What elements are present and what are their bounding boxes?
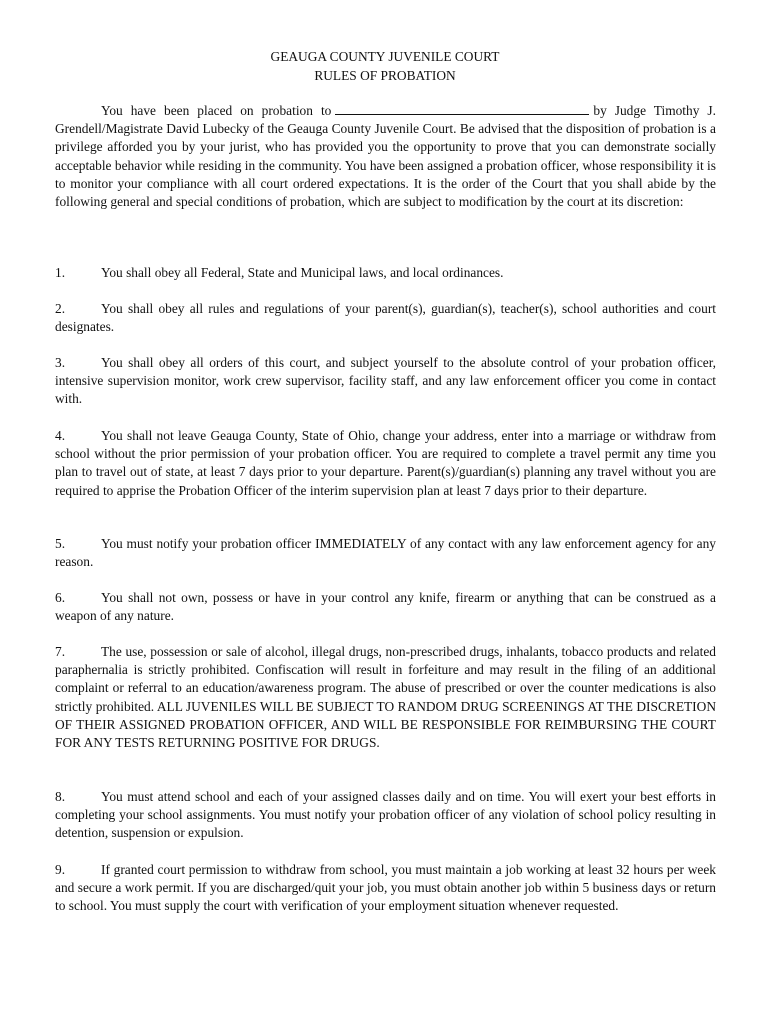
rule-number: 5. — [55, 536, 66, 551]
rule-number: 1. — [55, 265, 66, 280]
rule-text: You shall not own, possess or have in your control any knife, firearm or anything that can be construed as a weapon of any nature. — [55, 590, 716, 624]
rule-number: 4. — [55, 428, 66, 443]
rule-text: You shall not leave Geauga County, State of Ohio, change your address, enter into a marriage or withdraw from school without the prior permission of your probation officer. You are required to complete a travel permit any time you plan to travel out of state, at least 7 days prior to your departure. Parent(s)/guardian(s) planning any travel without you are required to apprise the Probation Officer of the interim supervision plan at least 7 days prior to their departure. — [55, 428, 716, 498]
intro-text-before: You have been placed on probation to — [101, 103, 332, 118]
rule-item-4 — [55, 427, 716, 500]
rule-number: 6. — [55, 590, 66, 605]
rule-number: 2. — [55, 301, 66, 316]
rule-item-5 — [55, 535, 716, 571]
rule-item-3 — [55, 354, 716, 409]
rule-text: You must notify your probation officer IMMEDIATELY of any contact with any law enforcement agency for any reason. — [55, 536, 716, 570]
rule-item-1 — [55, 264, 716, 282]
rule-text: You shall obey all rules and regulations of your parent(s), guardian(s), teacher(s), school authorities and court designates. — [55, 301, 716, 335]
court-name: GEAUGA COUNTY JUVENILE COURT — [270, 49, 500, 64]
rule-text: You shall obey all orders of this court, and subject yourself to the absolute control of your probation officer, intensive supervision monitor, work crew supervisor, facility staff, and any law enforcement officer you come in contact with. — [55, 355, 716, 407]
rule-number: 3. — [55, 355, 66, 370]
rule-text: You must attend school and each of your assigned classes daily and on time. You will exert your best efforts in completing your school assignments. You must notify your probation officer of any violation of school policy resulting in detention, suspension or expulsion. — [55, 789, 716, 841]
rule-item-6 — [55, 589, 716, 625]
rule-item-2 — [55, 300, 716, 336]
rule-item-8 — [55, 788, 716, 843]
rule-text: You shall obey all Federal, State and Municipal laws, and local ordinances. — [101, 265, 504, 280]
rule-text: If granted court permission to withdraw from school, you must maintain a job working at least 32 hours per week and secure a work permit. If you are discharged/quit your job, you must obtain another job within 5 business days or return to school. You must supply the court with verification of your employment situation whenever requested. — [55, 862, 716, 914]
rule-item-9 — [55, 861, 716, 916]
rule-number: 8. — [55, 789, 66, 804]
rule-item-7 — [55, 643, 716, 752]
document-header — [0, 47, 770, 85]
document-title: RULES OF PROBATION — [314, 68, 456, 83]
probation-duration-blank — [335, 102, 589, 115]
intro-text-after: by Judge Timothy J. Grendell/Magistrate David Lubecky of the Geauga County Juvenile Court. Be advised that the disposition of probation is a privilege afforded you by your jurist, who has provided you the opportunity to prove that you can demonstrate socially acceptable behavior while residing in the community. You have been assigned a probation officer, whose responsibility it is to monitor your compliance with all court ordered expectations. It is the order of the Court that you shall abide by the following general and special conditions of probation, which are subject to modification by the court at its discretion: — [55, 103, 716, 210]
rule-number: 7. — [55, 644, 66, 659]
rule-number: 9. — [55, 862, 66, 877]
rule-text: The use, possession or sale of alcohol, illegal drugs, non-prescribed drugs, inhalants, tobacco products and related paraphernalia is strictly prohibited. Confiscation will result in forfeiture and may result in the filing of an additional complaint or referral to an education/awareness program. The abuse of prescribed or over the counter medications is also strictly prohibited. ALL JUVENILES WILL BE SUBJECT TO RANDOM DRUG SCREENINGS AT THE DISCRETION OF THEIR ASSIGNED PROBATION OFFICER, AND WILL BE RESPONSIBLE FOR REIMBURSING THE COURT FOR ANY TESTS RETURNING POSITIVE FOR DRUGS. — [55, 644, 716, 751]
intro-paragraph — [55, 102, 716, 211]
